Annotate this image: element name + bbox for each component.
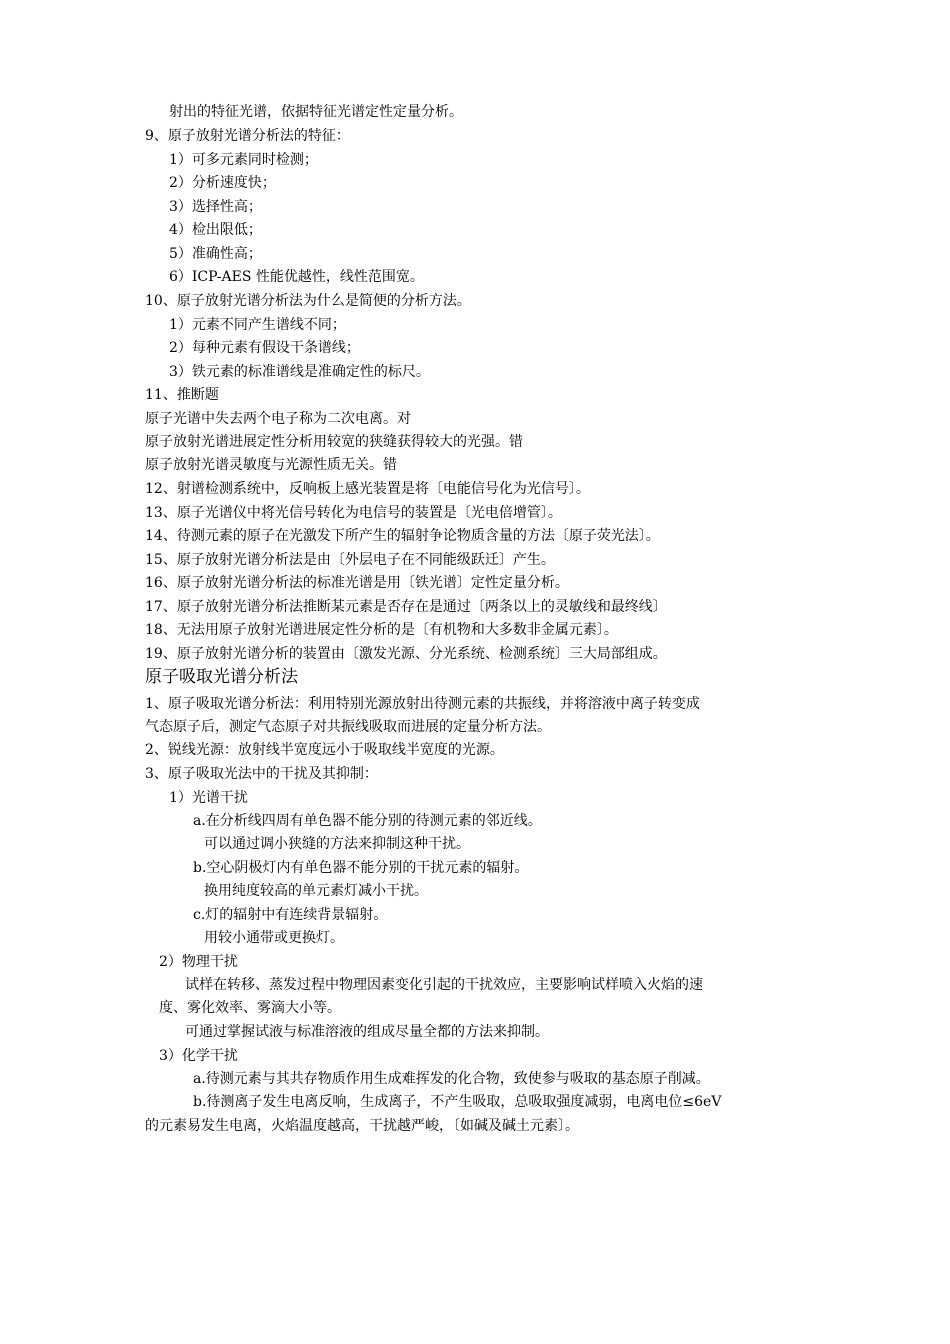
aas-item-2: 2、锐线光源：放射线半宽度远小于吸取线半宽度的光源。 bbox=[145, 742, 504, 758]
chemical-b-line-1: b.待测离子发生电离反响，生成离子，不产生吸取，总吸取强度减弱，电离电位≤6eV bbox=[193, 1094, 722, 1110]
item-10-sub-3: 3）铁元素的标准谱线是准确定性的标尺。 bbox=[169, 364, 430, 380]
spectral-c-remedy: 用较小通带或更换灯。 bbox=[204, 930, 344, 946]
spectral-b-remedy: 换用纯度较高的单元素灯减小干扰。 bbox=[204, 883, 428, 899]
item-10-sub-2: 2）每种元素有假设干条谱线； bbox=[169, 340, 360, 356]
section-heading: 原子吸取光谱分析法 bbox=[145, 667, 298, 687]
item-10-heading: 10、原子放射光谱分析法为什么是简便的分析方法。 bbox=[145, 293, 471, 309]
chemical-interference-heading: 3）化学干扰 bbox=[159, 1048, 238, 1064]
spectral-b: b.空心阴极灯内有单色器不能分别的干扰元素的辐射。 bbox=[193, 860, 529, 876]
text-line: 射出的特征光谱，依据特征光谱定性定量分析。 bbox=[169, 104, 463, 120]
physical-remedy: 可通过掌握试液与标准溶液的组成尽量全都的方法来抑制。 bbox=[185, 1024, 549, 1040]
item-9-heading: 9、原子放射光谱分析法的特征： bbox=[145, 128, 350, 144]
item-9-sub-3: 3）选择性高； bbox=[169, 199, 262, 215]
item-18: 18、无法用原子放射光谱进展定性分析的是〔有机物和大多数非金属元素〕。 bbox=[145, 622, 618, 638]
chemical-a: a.待测元素与其共存物质作用生成难挥发的化合物，致使参与吸取的基态原子削减。 bbox=[193, 1071, 710, 1087]
item-9-sub-1: 1）可多元素同时检测； bbox=[169, 152, 318, 168]
item-11-heading: 11、推断题 bbox=[145, 387, 219, 403]
spectral-a-remedy: 可以通过调小狭缝的方法来抑制这种干扰。 bbox=[204, 836, 470, 852]
item-9-sub-4: 4）检出限低； bbox=[169, 222, 262, 238]
chemical-b-line-2: 的元素易发生电离，火焰温度越高，干扰越严峻，〔如碱及碱土元素〕。 bbox=[145, 1118, 579, 1134]
aas-item-3: 3、原子吸取光法中的干扰及其抑制： bbox=[145, 766, 378, 782]
item-12: 12、射谱检测系统中，反响板上感光装置是将〔电能信号化为光信号〕。 bbox=[145, 481, 590, 497]
item-15: 15、原子放射光谱分析法是由〔外层电子在不同能级跃迁〕产生。 bbox=[145, 552, 555, 568]
spectral-interference-heading: 1）光谱干扰 bbox=[169, 790, 248, 806]
item-16: 16、原子放射光谱分析法的标准光谱是用〔铁光谱〕定性定量分析。 bbox=[145, 575, 569, 591]
item-9-sub-6: 6）ICP-AES 性能优越性，线性范围宽。 bbox=[169, 269, 424, 285]
item-10-sub-1: 1）元素不同产生谱线不同； bbox=[169, 317, 346, 333]
item-19: 19、原子放射光谱分析的装置由〔激发光源、分光系统、检测系统〕三大局部组成。 bbox=[145, 646, 667, 662]
aas-item-1-line-1: 1、原子吸取光谱分析法：利用特别光源放射出待测元素的共振线，并将溶液中离子转变成 bbox=[145, 696, 700, 712]
item-14: 14、待测元素的原子在光激发下所产生的辐射争论物质含量的方法〔原子荧光法〕。 bbox=[145, 528, 660, 544]
item-9-sub-2: 2）分析速度快； bbox=[169, 175, 276, 191]
judgement-line-3: 原子放射光谱灵敏度与光源性质无关。错 bbox=[145, 457, 397, 473]
physical-line-1: 试样在转移、蒸发过程中物理因素变化引起的干扰效应，主要影响试样喷入火焰的速 bbox=[185, 977, 703, 993]
physical-line-2: 度、雾化效率、雾滴大小等。 bbox=[159, 1000, 341, 1016]
spectral-c: c.灯的辐射中有连续背景辐射。 bbox=[193, 907, 388, 923]
item-9-sub-5: 5）准确性高； bbox=[169, 246, 262, 262]
judgement-line-2: 原子放射光谱进展定性分析用较宽的狭缝获得较大的光强。错 bbox=[145, 434, 523, 450]
aas-item-1-line-2: 气态原子后，测定气态原子对共振线吸取而进展的定量分析方法。 bbox=[145, 719, 551, 735]
item-13: 13、原子光谱仪中将光信号转化为电信号的装置是〔光电倍增管〕。 bbox=[145, 505, 562, 521]
spectral-a: a.在分析线四周有单色器不能分别的待测元素的邻近线。 bbox=[193, 813, 542, 829]
physical-interference-heading: 2）物理干扰 bbox=[159, 954, 238, 970]
item-17: 17、原子放射光谱分析法推断某元素是否存在是通过〔两条以上的灵敏线和最终线〕 bbox=[145, 599, 667, 615]
judgement-line-1: 原子光谱中失去两个电子称为二次电离。对 bbox=[145, 411, 411, 427]
